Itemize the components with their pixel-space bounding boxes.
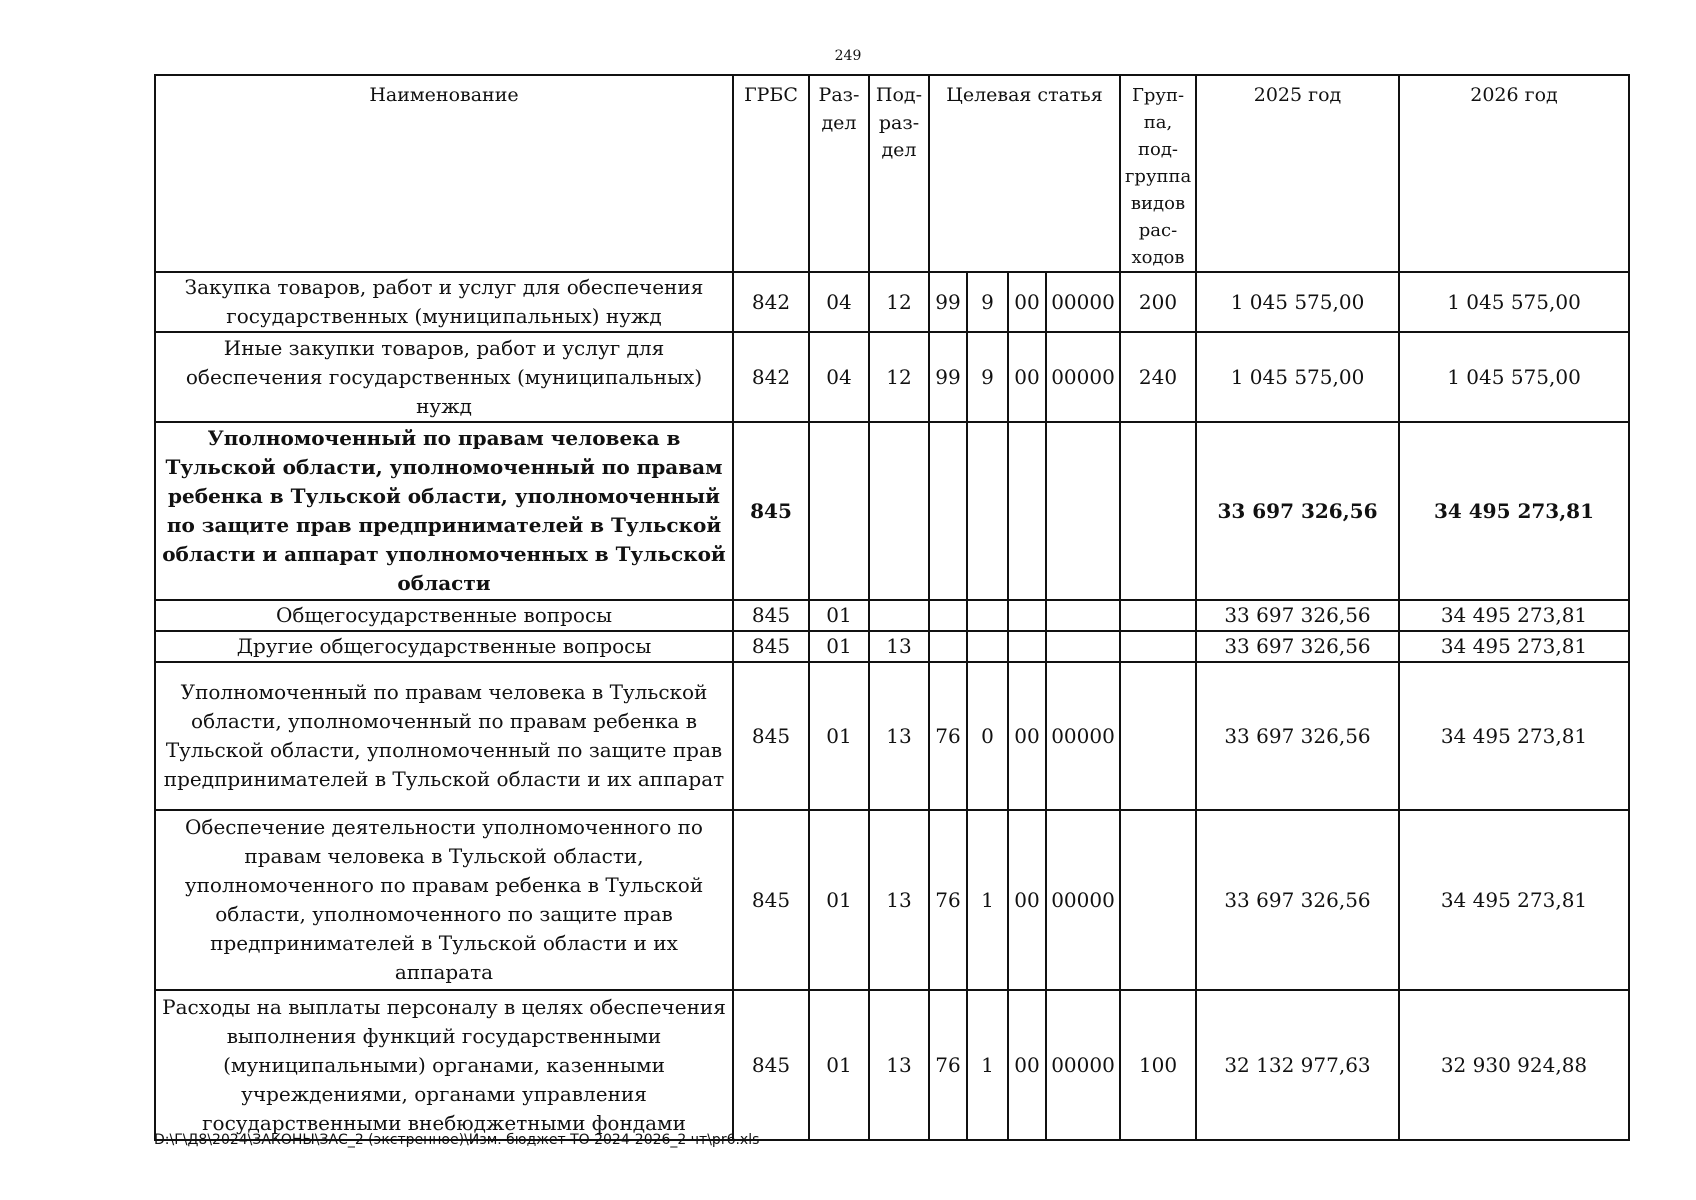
table-row xyxy=(155,990,1629,1140)
row-amount-2025: 1 045 575,00 xyxy=(1196,332,1399,422)
row-grbs: 845 xyxy=(733,631,809,662)
table-row xyxy=(155,631,1629,662)
row-amount-2026: 34 495 273,81 xyxy=(1399,631,1629,662)
row-target-code xyxy=(1046,422,1120,600)
row-target-code xyxy=(1046,631,1120,662)
row-target-program: 76 xyxy=(929,810,967,990)
row-target-direction: 00 xyxy=(1008,662,1046,810)
row-razdel xyxy=(809,422,869,600)
row-target-code: 00000 xyxy=(1046,810,1120,990)
row-amount-2025: 32 132 977,63 xyxy=(1196,990,1399,1140)
row-target-code xyxy=(1046,600,1120,631)
table-row xyxy=(155,810,1629,990)
table-row xyxy=(155,662,1629,810)
page-number: 249 xyxy=(834,48,862,64)
row-amount-2025: 33 697 326,56 xyxy=(1196,422,1399,600)
table-row xyxy=(155,600,1629,631)
row-amount-2026: 34 495 273,81 xyxy=(1399,422,1629,600)
row-razdel: 01 xyxy=(809,810,869,990)
row-podrazdel xyxy=(869,600,929,631)
row-expense-group xyxy=(1120,810,1196,990)
row-expense-group xyxy=(1120,422,1196,600)
header-razdel: Раз- дел xyxy=(809,75,869,272)
table-row xyxy=(155,272,1629,332)
row-podrazdel: 13 xyxy=(869,810,929,990)
row-target-subprogram xyxy=(967,600,1008,631)
row-name: Другие общегосударственные вопросы xyxy=(155,631,733,662)
header-grbs: ГРБС xyxy=(733,75,809,272)
row-target-subprogram xyxy=(967,422,1008,600)
row-target-code: 00000 xyxy=(1046,990,1120,1140)
header-2025: 2025 год xyxy=(1196,75,1399,272)
row-amount-2026: 34 495 273,81 xyxy=(1399,810,1629,990)
row-podrazdel xyxy=(869,422,929,600)
row-target-direction xyxy=(1008,422,1046,600)
row-razdel: 01 xyxy=(809,990,869,1140)
row-grbs: 845 xyxy=(733,422,809,600)
row-grbs: 845 xyxy=(733,600,809,631)
row-amount-2026: 1 045 575,00 xyxy=(1399,272,1629,332)
header-name: Наименование xyxy=(155,75,733,272)
row-name: Закупка товаров, работ и услуг для обеспечения государственных (муниципальных) нужд xyxy=(155,272,733,332)
header-row xyxy=(155,75,1629,272)
row-target-program: 76 xyxy=(929,662,967,810)
row-expense-group: 100 xyxy=(1120,990,1196,1140)
row-expense-group xyxy=(1120,600,1196,631)
row-amount-2025: 1 045 575,00 xyxy=(1196,272,1399,332)
row-target-program xyxy=(929,631,967,662)
budget-table xyxy=(154,74,1630,1141)
row-expense-group: 200 xyxy=(1120,272,1196,332)
row-target-direction: 00 xyxy=(1008,332,1046,422)
row-target-subprogram: 9 xyxy=(967,332,1008,422)
row-amount-2026: 32 930 924,88 xyxy=(1399,990,1629,1140)
row-target-subprogram: 1 xyxy=(967,990,1008,1140)
row-target-direction xyxy=(1008,600,1046,631)
row-razdel: 01 xyxy=(809,631,869,662)
row-amount-2026: 1 045 575,00 xyxy=(1399,332,1629,422)
header-2026: 2026 год xyxy=(1399,75,1629,272)
header-expense-group: Груп- па, под- группа видов рас- ходов xyxy=(1120,75,1196,272)
row-target-subprogram xyxy=(967,631,1008,662)
row-podrazdel: 12 xyxy=(869,332,929,422)
header-podrazdel: Под- раз- дел xyxy=(869,75,929,272)
row-target-subprogram: 9 xyxy=(967,272,1008,332)
row-name: Уполномоченный по правам человека в Тульской области, уполномоченный по правам ребенка в Тульской области, уполномоченный по защите прав предпринимателей в Тульской области и их аппарат xyxy=(155,662,733,810)
row-target-direction xyxy=(1008,631,1046,662)
row-target-code: 00000 xyxy=(1046,272,1120,332)
row-podrazdel: 13 xyxy=(869,990,929,1140)
row-expense-group xyxy=(1120,631,1196,662)
row-razdel: 04 xyxy=(809,332,869,422)
row-name: Общегосударственные вопросы xyxy=(155,600,733,631)
row-razdel: 04 xyxy=(809,272,869,332)
row-target-subprogram: 0 xyxy=(967,662,1008,810)
row-podrazdel: 13 xyxy=(869,631,929,662)
row-target-direction: 00 xyxy=(1008,990,1046,1140)
row-amount-2025: 33 697 326,56 xyxy=(1196,662,1399,810)
row-target-direction: 00 xyxy=(1008,810,1046,990)
row-grbs: 845 xyxy=(733,662,809,810)
row-grbs: 845 xyxy=(733,990,809,1140)
row-name: Уполномоченный по правам человека в Тульской области, уполномоченный по правам ребенка в Тульской области, уполномоченный по защите прав предпринимателей в Тульской области и аппарат уполномоченных в Тульской области xyxy=(155,422,733,600)
row-name: Расходы на выплаты персоналу в целях обеспечения выполнения функций государственными (муниципальными) органами, казенными учреждениями, органами управления государственными внебюджетными фондами xyxy=(155,990,733,1140)
row-grbs: 845 xyxy=(733,810,809,990)
row-podrazdel: 13 xyxy=(869,662,929,810)
row-amount-2025: 33 697 326,56 xyxy=(1196,600,1399,631)
row-name: Иные закупки товаров, работ и услуг для обеспечения государственных (муниципальных) нужд xyxy=(155,332,733,422)
row-target-program xyxy=(929,422,967,600)
row-target-program: 99 xyxy=(929,332,967,422)
row-target-program: 99 xyxy=(929,272,967,332)
row-amount-2026: 34 495 273,81 xyxy=(1399,600,1629,631)
row-amount-2026: 34 495 273,81 xyxy=(1399,662,1629,810)
row-expense-group: 240 xyxy=(1120,332,1196,422)
row-amount-2025: 33 697 326,56 xyxy=(1196,631,1399,662)
row-target-program: 76 xyxy=(929,990,967,1140)
header-target-article: Целевая статья xyxy=(929,75,1120,272)
row-target-code: 00000 xyxy=(1046,332,1120,422)
row-target-subprogram: 1 xyxy=(967,810,1008,990)
row-podrazdel: 12 xyxy=(869,272,929,332)
row-target-program xyxy=(929,600,967,631)
file-path-footer: D:\Г\Д8\2024\ЗАКОНЫ\ЗАС_2 (экстренное)\Изм. бюджет ТО 2024-2026_2 чт\pr6.xls xyxy=(154,1132,760,1148)
row-razdel: 01 xyxy=(809,600,869,631)
row-razdel: 01 xyxy=(809,662,869,810)
row-amount-2025: 33 697 326,56 xyxy=(1196,810,1399,990)
row-expense-group xyxy=(1120,662,1196,810)
row-target-direction: 00 xyxy=(1008,272,1046,332)
row-name: Обеспечение деятельности уполномоченного по правам человека в Тульской области, уполномоченного по правам ребенка в Тульской области, уполномоченного по защите прав предпринимателей в Тульской области и их аппарата xyxy=(155,810,733,990)
row-grbs: 842 xyxy=(733,272,809,332)
row-grbs: 842 xyxy=(733,332,809,422)
row-target-code: 00000 xyxy=(1046,662,1120,810)
table-row xyxy=(155,422,1629,600)
table-row xyxy=(155,332,1629,422)
